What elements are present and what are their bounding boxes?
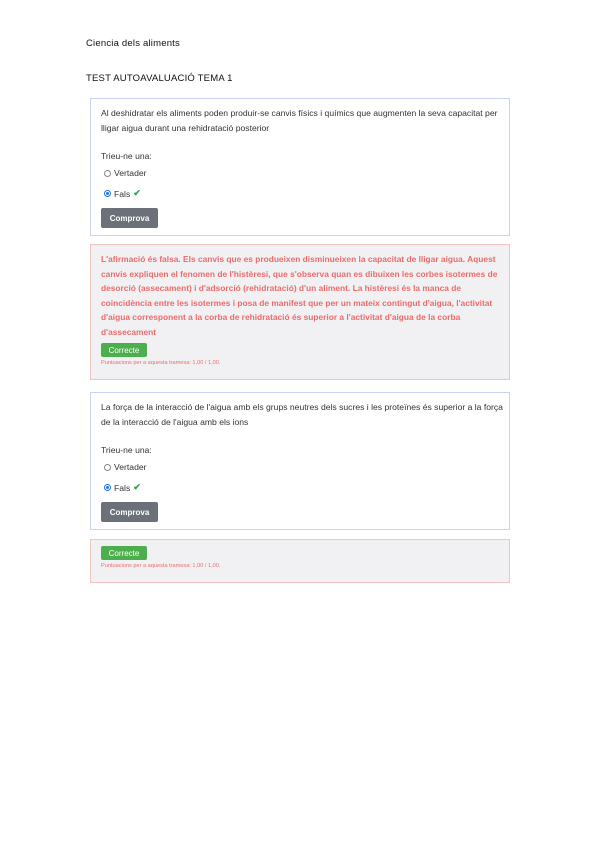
feedback-text: L'afirmació és falsa. Els canvis que es produeixen disminueixen la capacitat de lligar aigua. Aquest canvis expliquen el fenomen de l'histèresi, que s'observa quan es dibuixen les corbes isotermes de desorció (assecament) i d'adsorció (rehidratació) d'un aliment. La histèresi és la manca de coincidència entre les isotermes i posa de manifest que per un mateix contingut d'aigua, l'activitat d'aigua corresponent a la corba de rehidratació és superior a l'activitat d'aigua de la corba d'assecament	[101, 254, 498, 337]
feedback-card-1	[90, 244, 510, 380]
radio-selected-icon[interactable]	[104, 484, 111, 491]
option-fals[interactable]	[104, 482, 141, 493]
score-text: Puntuacions per a aquesta tramesa: 1,00 / 1,00.	[101, 360, 221, 366]
comprova-button[interactable]: Comprova	[101, 502, 158, 522]
question-card-2	[90, 392, 510, 530]
option-vertader[interactable]	[104, 462, 147, 472]
test-title: TEST AUTOAVALUACIÓ TEMA 1	[86, 73, 233, 84]
option-label: Vertader	[114, 462, 147, 472]
option-label: Fals	[114, 188, 131, 199]
question-card-1	[90, 98, 510, 236]
document-title: Ciencia dels aliments	[86, 38, 180, 49]
radio-icon[interactable]	[104, 170, 111, 177]
check-icon: ✔	[133, 482, 141, 492]
score-text: Puntuacions per a aquesta tramesa: 1,00 / 1,00.	[101, 563, 221, 569]
check-icon: ✔	[133, 188, 141, 198]
choose-one-prompt: Trieu-ne una:	[101, 445, 152, 455]
option-fals[interactable]	[104, 188, 141, 199]
correct-badge: Correcte	[101, 343, 147, 357]
radio-icon[interactable]	[104, 464, 111, 471]
correct-badge: Correcte	[101, 546, 147, 560]
option-vertader[interactable]	[104, 168, 147, 178]
question-text: La força de la interacció de l'aigua amb els grups neutres dels sucres i les proteïnes és superior a la força de la interacció de l'aigua amb els ions	[101, 402, 503, 427]
option-label: Vertader	[114, 168, 147, 178]
feedback-card-2	[90, 539, 510, 583]
comprova-button[interactable]: Comprova	[101, 208, 158, 228]
choose-one-prompt: Trieu-ne una:	[101, 151, 152, 161]
option-label: Fals	[114, 482, 131, 493]
question-text: Al deshidratar els aliments poden produir-se canvis físics i químics que augmenten la seva capacitat per lligar aigua durant una rehidratació posterior	[101, 108, 498, 133]
radio-selected-icon[interactable]	[104, 190, 111, 197]
